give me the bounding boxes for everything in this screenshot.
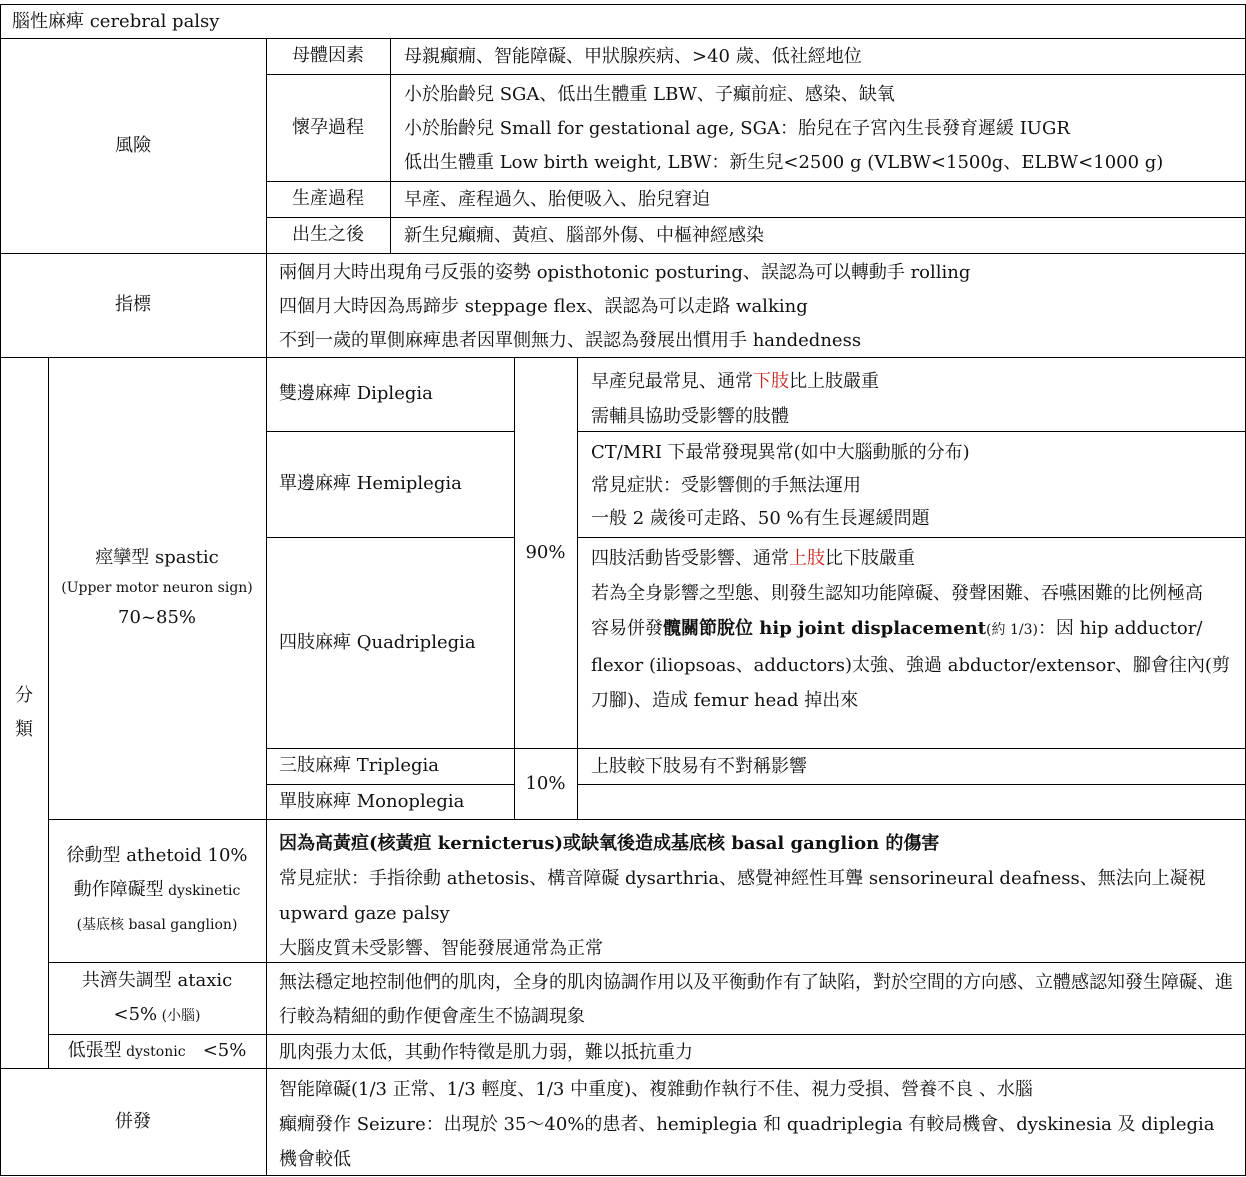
risk-postnatal-label: 出生之後: [292, 224, 364, 245]
risk-maternal-text: 母親癲癇、智能障礙、甲狀腺疾病、>40 歲、低社經地位: [404, 46, 862, 67]
title-text: 腦性麻痺 cerebral palsy: [12, 11, 220, 32]
quadriplegia-text: 四肢活動皆受影響、通常上肢比下肢嚴重 若為全身影響之型態、則發生認知功能障礙、發聲困難、吞嚥困難的比例極高 容易併發髖關節脫位 hip joint displacement(約 1/3)：因 hip adductor/ flexor (iliopsoas、adductors)太強、強過 abductor/extensor、腳會往內(剪刀腳)、造成 femur head 掉出來: [591, 548, 1230, 711]
document-title: [12, 6, 612, 38]
spastic-90-pct: 90%: [525, 541, 566, 563]
athetoid-label: 徐動型 athetoid 10% 動作障礙型 dyskinetic (基底核 basal ganglion): [66, 845, 248, 933]
classification-label: 分 類: [15, 684, 33, 740]
ataxic-text: 無法穩定地控制他們的肌肉，全身的肌肉協調作用以及平衡動作有了缺陷，對於空間的方向感、立體感認知發生障礙、進行較為精細的動作便會產生不協調現象: [279, 972, 1233, 1027]
risk-maternal-label: 母體因素: [292, 45, 364, 66]
athetoid-text: 因為高黃疸(核黃疸 kernicterus)或缺氧後造成基底核 basal ganglion 的傷害 常見症狀：手指徐動 athetosis、構音障礙 dysarthria、感覺神經性耳聾 sensorineural deafness、無法向上凝視 upward gaze palsy 大腦皮質未受影響、智能發展通常為正常: [279, 833, 1206, 959]
triplegia-label: 三肢麻痺 Triplegia: [279, 755, 440, 776]
dystonic-text: 肌肉張力太低，其動作特徵是肌力弱，難以抵抗重力: [279, 1042, 693, 1063]
spastic-label: 痙攣型 spastic (Upper motor neuron sign) 70~85%: [61, 547, 253, 628]
spastic-10-pct: 10%: [525, 772, 566, 794]
ataxic-label: 共濟失調型 ataxic <5% (小腦): [81, 969, 233, 1025]
indicator-text: 兩個月大時出現角弓反張的姿勢 opisthotonic posturing、誤認為可以轉動手 rolling 四個月大時因為馬蹄步 steppage flex、誤認為可以走路 walking 不到一歲的單側麻痺患者因單側無力、誤認為發展出慣用手 handedness: [279, 262, 971, 351]
risk-postnatal-text: 新生兒癲癇、黃疸、腦部外傷、中樞神經感染: [404, 225, 764, 246]
hemiplegia-label: 單邊麻痺 Hemiplegia: [279, 473, 462, 494]
triplegia-text: 上肢較下肢易有不對稱影響: [591, 756, 807, 777]
indicator-label: 指標: [115, 294, 151, 315]
complication-label: 併發: [115, 1110, 151, 1132]
upper-limb-highlight: 上肢: [789, 548, 825, 569]
risk-label: 風險: [115, 134, 151, 156]
diplegia-text: 早產兒最常見、通常下肢比上肢嚴重 需輔具協助受影響的肢體: [591, 371, 879, 427]
lower-limb-highlight: 下肢: [753, 371, 789, 392]
monoplegia-label: 單肢麻痺 Monoplegia: [279, 790, 465, 812]
dystonic-label: 低張型 dystonic <5%: [67, 1039, 247, 1061]
quadriplegia-label: 四肢麻痺 Quadriplegia: [279, 631, 476, 653]
diplegia-label: 雙邊麻痺 Diplegia: [279, 383, 433, 404]
hemiplegia-text: CT/MRI 下最常發現異常(如中大腦動脈的分布) 常見症狀：受影響側的手無法運用 一般 2 歲後可走路、50 %有生長遲緩問題: [591, 442, 970, 529]
risk-pregnancy-label: 懷孕過程: [292, 116, 364, 138]
risk-pregnancy-text: 小於胎齡兒 SGA、低出生體重 LBW、子癲前症、感染、缺氧 小於胎齡兒 Small for gestational age, SGA：胎兒在子宮內生長發育遲緩 IUGR 低出生體重 Low birth weight, LBW：新生兒<2500 g (VLBW<1500g、ELBW<1000 g): [404, 84, 1164, 173]
risk-delivery-label: 生產過程: [292, 188, 364, 209]
complication-text: 智能障礙(1/3 正常、1/3 輕度、1/3 中重度)、複雜動作執行不佳、視力受損、營養不良 、水腦 癲癇發作 Seizure：出現於 35～40%的患者、hemiplegia 和 quadriplegia 有較局機會、dyskinesia 及 diplegia 機會較低: [279, 1079, 1215, 1170]
risk-delivery-text: 早產、產程過久、胎便吸入、胎兒窘迫: [404, 189, 710, 210]
